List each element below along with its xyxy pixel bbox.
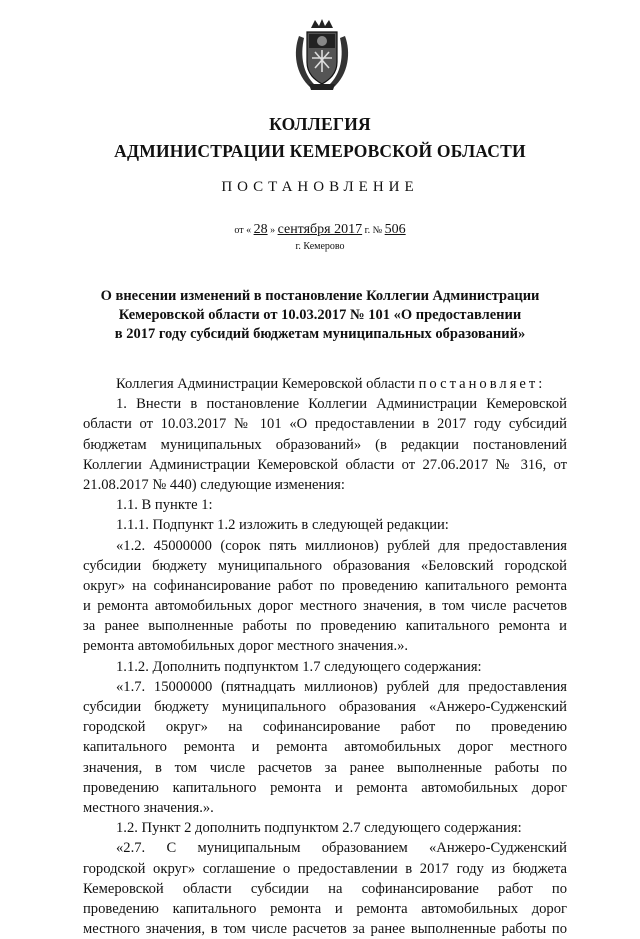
body-line bbox=[83, 374, 567, 394]
body-line: местного значения, в том числе расчетов за ранее выполненные работы по bbox=[83, 921, 567, 938]
title-line: О внесении изменений в постановление Коллегии Администрации bbox=[100, 288, 540, 304]
date-day: 28 bbox=[253, 222, 268, 237]
body-line: проведению капитального ремонта и ремонта автомобильных дорог bbox=[83, 900, 567, 917]
body-line: округ» на софинансирование работ по проведению капитального ремонта bbox=[83, 577, 567, 594]
body-line: Кемеровской области субсидии на софинансирование работ по bbox=[83, 880, 567, 897]
org-name-line1: КОЛЛЕГИЯ bbox=[269, 114, 371, 134]
body-line: «2.7. С муниципальным образованием «Анжеро-Судженский bbox=[116, 840, 567, 857]
body-line: за ранее выполненные работы по проведению капитального ремонта и bbox=[83, 618, 567, 635]
date-quote-close: » bbox=[270, 225, 276, 236]
document-number: 506 bbox=[384, 222, 406, 237]
body-line: проведению капитального ремонта и ремонта автомобильных дорог bbox=[83, 779, 567, 796]
body-line: области от 10.03.2017 № 101 «О предоставлении в 2017 году субсидий bbox=[83, 416, 567, 433]
body-line: «1.2. 45000000 (сорок пять миллионов) рублей для предоставления bbox=[116, 537, 567, 554]
date-prefix: от « bbox=[234, 225, 252, 236]
title-line: Кемеровской области от 10.03.2017 № 101 «О предоставлении bbox=[118, 307, 522, 323]
body-line-text: Коллегия Администрации Кемеровской области bbox=[116, 376, 415, 392]
city-label: г. Кемерово bbox=[295, 241, 345, 252]
document-body bbox=[83, 374, 567, 939]
body-line: субсидии бюджету муниципального образования «Беловский городской bbox=[83, 557, 567, 574]
document-title bbox=[60, 287, 580, 344]
number-sign: № bbox=[372, 225, 383, 236]
body-line: субсидии бюджету муниципального образования «Анжеро-Судженский bbox=[83, 699, 567, 715]
decree-word: постановляет: bbox=[418, 376, 546, 392]
body-line: местного значения.». bbox=[83, 799, 214, 816]
org-name-line2: АДМИНИСТРАЦИИ КЕМЕРОВСКОЙ ОБЛАСТИ bbox=[114, 141, 526, 161]
title-line: в 2017 году субсидий бюджетам муниципальных образований» bbox=[114, 326, 526, 342]
body-line: 1.1.1. Подпункт 1.2 изложить в следующей редакции: bbox=[116, 517, 449, 534]
date-year-abbr: г. bbox=[364, 225, 371, 236]
body-line: «1.7. 15000000 (пятнадцать миллионов) рублей для предоставления bbox=[116, 678, 567, 695]
body-line: ремонта автомобильных дорог местного значения.». bbox=[83, 638, 409, 655]
document-dateline bbox=[0, 222, 640, 238]
body-line: капитального ремонта и ремонта автомобильных дорог местного bbox=[83, 739, 567, 756]
body-line: Коллегии Администрации Кемеровской области от 27.06.2017 № 316, от bbox=[83, 456, 567, 473]
coat-of-arms-emblem bbox=[289, 18, 355, 94]
body-line: городской округ» соглашение о предоставлении в 2017 году из бюджета bbox=[83, 860, 567, 877]
body-line: и ремонта автомобильных дорог местного значения, в том числе расчетов bbox=[83, 598, 567, 615]
body-line: 1.2. Пункт 2 дополнить подпунктом 2.7 следующего содержания: bbox=[116, 820, 522, 837]
date-month-year: сентября 2017 bbox=[277, 222, 363, 237]
body-line: бюджетам муниципальных образований» (в редакции постановлений bbox=[83, 436, 567, 453]
body-line: 1.1. В пункте 1: bbox=[116, 497, 213, 514]
body-line: 1.1.2. Дополнить подпунктом 1.7 следующего содержания: bbox=[116, 658, 482, 675]
body-line: 1. Внести в постановление Коллегии Администрации Кемеровской bbox=[116, 396, 567, 413]
document-type: ПОСТАНОВЛЕНИЕ bbox=[221, 179, 419, 195]
body-line: 21.08.2017 № 440) следующие изменения: bbox=[83, 476, 345, 493]
body-line: городской округ» на софинансирование работ по проведению bbox=[83, 719, 567, 736]
body-line: значения, в том числе расчетов за ранее выполненные работы по bbox=[83, 759, 567, 776]
